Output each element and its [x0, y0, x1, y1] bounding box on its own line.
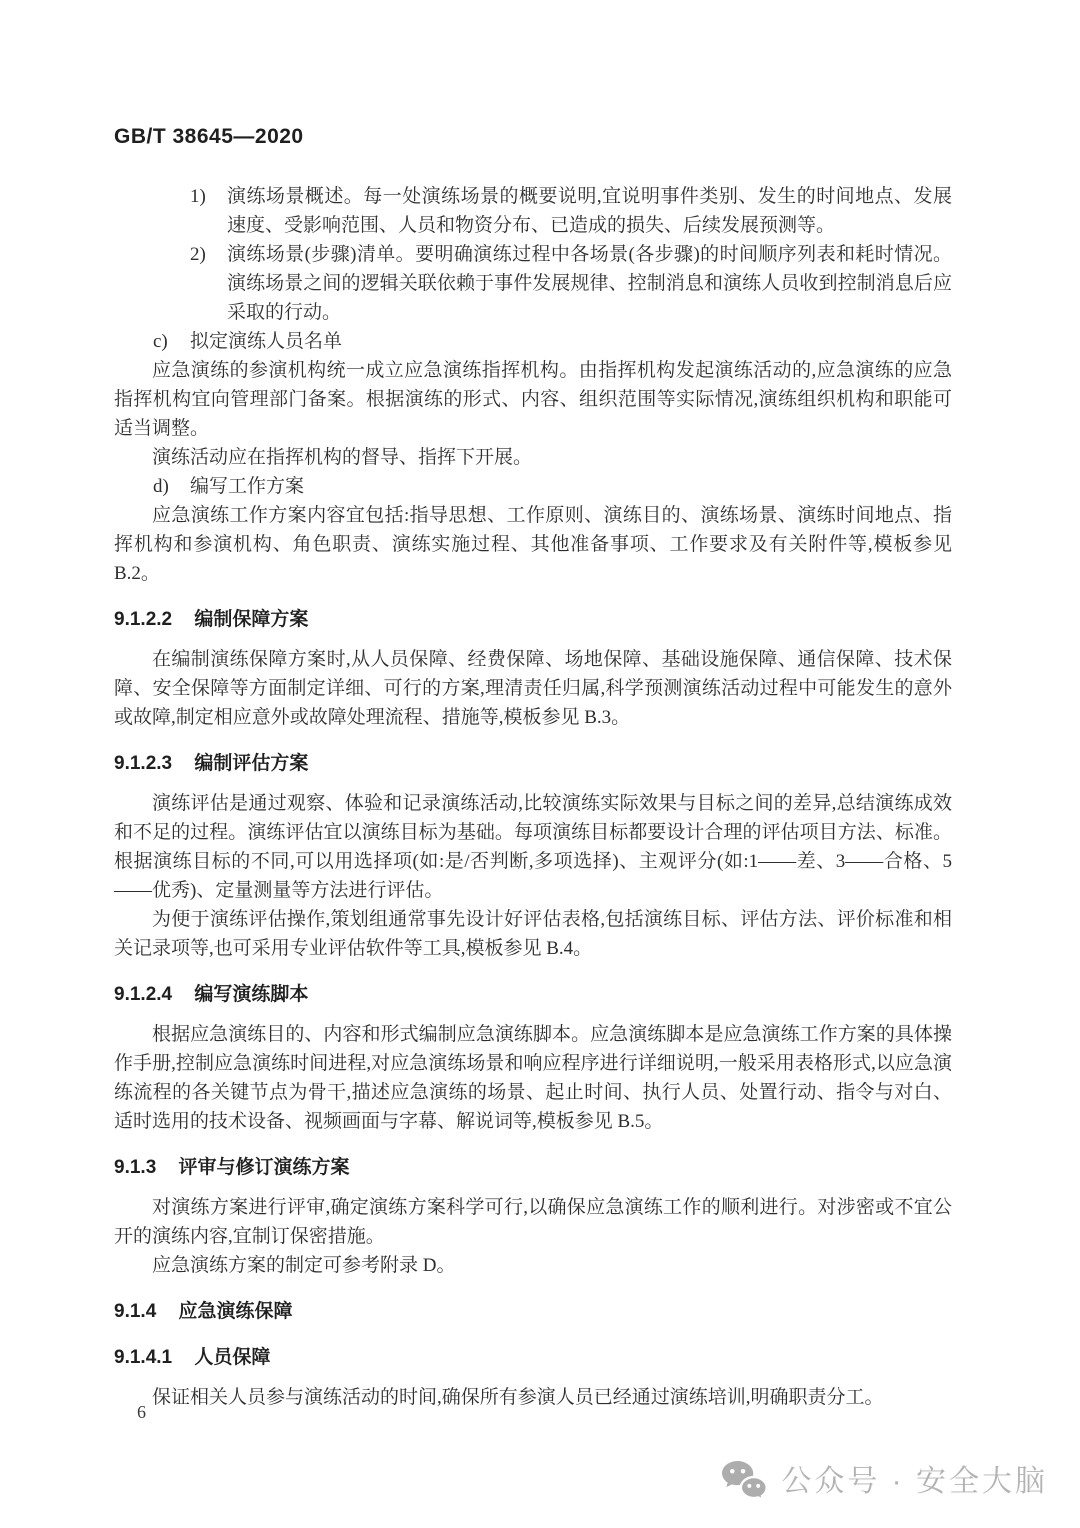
paragraph: 演练评估是通过观察、体验和记录演练活动,比较演练实际效果与目标之间的差异,总结演练成效和不足的过程。演练评估宜以演练目标为基础。每项演练目标都要设计合理的评估项目方法、标准。根据演练目标的不同,可以用选择项(如:是/否判断,多项选择)、主观评分(如:1——差、3——合格、5——优秀)、定量测量等方法进行评估。 [114, 793, 952, 901]
paragraph: 应急演练方案的制定可参考附录 D。 [152, 1255, 456, 1276]
section-heading [114, 605, 952, 634]
list-item [114, 240, 952, 327]
section-number: 9.1.2.2 [114, 609, 173, 630]
list-item-marker: d) [153, 476, 169, 497]
list-item-text: 演练场景(步骤)清单。要明确演练过程中各场景(各步骤)的时间顺序列表和耗时情况。演练场景之间的逻辑关联依赖于事件发展规律、控制消息和演练人员收到控制消息后应采取的行动。 [227, 244, 952, 323]
list-item [114, 472, 952, 501]
section-number: 9.1.2.4 [114, 984, 173, 1005]
list-item-marker: c) [153, 331, 168, 352]
section-title: 编制评估方案 [194, 753, 309, 774]
section-title: 人员保障 [194, 1347, 271, 1368]
section-title: 编写演练脚本 [194, 984, 309, 1005]
section-heading [114, 1297, 952, 1326]
section-number: 9.1.2.3 [114, 753, 173, 774]
paragraph: 在编制演练保障方案时,从人员保障、经费保障、场地保障、基础设施保障、通信保障、技术保障、安全保障等方面制定详细、可行的方案,理清责任归属,科学预测演练活动过程中可能发生的意外或故障,制定相应意外或故障处理流程、措施等,模板参见 B.3。 [114, 649, 952, 728]
section-number: 9.1.3 [114, 1157, 157, 1178]
wechat-logo-icon [721, 1460, 768, 1502]
section-title: 编制保障方案 [194, 609, 309, 630]
section-number: 9.1.4 [114, 1301, 157, 1322]
paragraph: 应急演练工作方案内容宜包括:指导思想、工作原则、演练目的、演练场景、演练时间地点、指挥机构和参演机构、角色职责、演练实施过程、其他准备事项、工作要求及有关附件等,模板参见 B.2。 [114, 505, 952, 584]
section-heading [114, 1343, 952, 1372]
paragraph: 保证相关人员参与演练活动的时间,确保所有参演人员已经通过演练培训,明确职责分工。 [152, 1387, 884, 1408]
list-item [114, 182, 952, 240]
list-item-text: 编写工作方案 [190, 476, 305, 497]
page-number: 6 [137, 1402, 146, 1422]
standard-number-header: GB/T 38645—2020 [114, 125, 304, 148]
watermark-text: 公众号 · 安全大脑 [781, 1464, 1048, 1498]
section-number: 9.1.4.1 [114, 1347, 173, 1368]
paragraph: 演练活动应在指挥机构的督导、指挥下开展。 [152, 447, 533, 468]
list-item-marker: 2) [190, 244, 206, 265]
paragraph: 对演练方案进行评审,确定演练方案科学可行,以确保应急演练工作的顺利进行。对涉密或不宜公开的演练内容,宜制订保密措施。 [114, 1197, 952, 1247]
section-heading [114, 1153, 952, 1182]
paragraph: 为便于演练评估操作,策划组通常事先设计好评估表格,包括演练目标、评估方法、评价标准和相关记录项等,也可采用专业评估软件等工具,模板参见 B.4。 [114, 909, 952, 959]
paragraph: 根据应急演练目的、内容和形式编制应急演练脚本。应急演练脚本是应急演练工作方案的具体操作手册,控制应急演练时间进程,对应急演练场景和响应程序进行详细说明,一般采用表格形式,以应急演练流程的各关键节点为骨干,描述应急演练的场景、起止时间、执行人员、处置行动、指令与对白、适时选用的技术设备、视频画面与字幕、解说词等,模板参见 B.5。 [114, 1024, 952, 1132]
section-title: 应急演练保障 [178, 1301, 293, 1322]
list-item-marker: 1) [190, 186, 206, 207]
list-item [114, 327, 952, 356]
list-item-text: 演练场景概述。每一处演练场景的概要说明,宜说明事件类别、发生的时间地点、发展速度、受影响范围、人员和物资分布、已造成的损失、后续发展预测等。 [227, 186, 952, 236]
section-title: 评审与修订演练方案 [178, 1157, 350, 1178]
paragraph: 应急演练的参演机构统一成立应急演练指挥机构。由指挥机构发起演练活动的,应急演练的应急指挥机构宜向管理部门备案。根据演练的形式、内容、组织范围等实际情况,演练组织机构和职能可适当调整。 [114, 360, 952, 439]
section-heading [114, 749, 952, 778]
list-item-text: 拟定演练人员名单 [190, 331, 343, 352]
wechat-watermark [721, 1460, 1048, 1502]
section-heading [114, 980, 952, 1009]
